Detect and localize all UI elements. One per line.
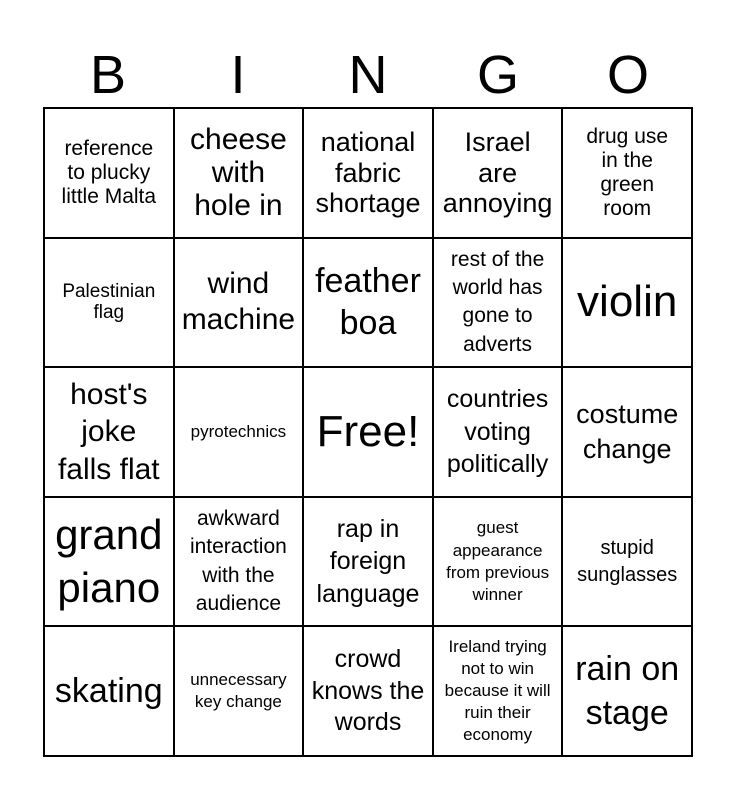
bingo-cell[interactable]: costume change: [562, 367, 692, 497]
bingo-cell[interactable]: crowd knows the words: [303, 626, 433, 756]
bingo-cell[interactable]: reference to plucky little Malta: [44, 108, 174, 238]
bingo-cell[interactable]: feather boa: [303, 238, 433, 368]
bingo-cell[interactable]: Free!: [303, 367, 433, 497]
bingo-cell[interactable]: cheese with hole in: [174, 108, 304, 238]
bingo-cell[interactable]: rain on stage: [562, 626, 692, 756]
bingo-cell[interactable]: wind machine: [174, 238, 304, 368]
header-letter-n: N: [348, 45, 388, 105]
header-letter-g: G: [476, 45, 519, 105]
bingo-cell[interactable]: host's joke falls flat: [44, 367, 174, 497]
header-letter-o: O: [606, 45, 649, 105]
bingo-cell[interactable]: rap in foreign language: [303, 497, 433, 627]
bingo-cell[interactable]: drug use in the green room: [562, 108, 692, 238]
bingo-cell[interactable]: Ireland trying not to win because it will ruin their economy: [433, 626, 563, 756]
bingo-cell[interactable]: skating: [44, 626, 174, 756]
header-letter-b: B: [89, 45, 127, 105]
bingo-cell[interactable]: awkward interaction with the audience: [174, 497, 304, 627]
bingo-grid: [43, 107, 693, 757]
header-letter-i: I: [230, 45, 246, 105]
bingo-cell[interactable]: Israel are annoying: [433, 108, 563, 238]
bingo-header: [43, 44, 693, 106]
bingo-cell[interactable]: Palestinian flag: [44, 238, 174, 368]
bingo-cell[interactable]: national fabric shortage: [303, 108, 433, 238]
bingo-cell[interactable]: violin: [562, 238, 692, 368]
bingo-cell[interactable]: countries voting politically: [433, 367, 563, 497]
bingo-cell[interactable]: stupid sunglasses: [562, 497, 692, 627]
bingo-cell[interactable]: pyrotechnics: [174, 367, 304, 497]
bingo-cell[interactable]: guest appearance from previous winner: [433, 497, 563, 627]
bingo-cell[interactable]: unnecessary key change: [174, 626, 304, 756]
bingo-cell[interactable]: rest of the world has gone to adverts: [433, 238, 563, 368]
bingo-cell[interactable]: grand piano: [44, 497, 174, 627]
